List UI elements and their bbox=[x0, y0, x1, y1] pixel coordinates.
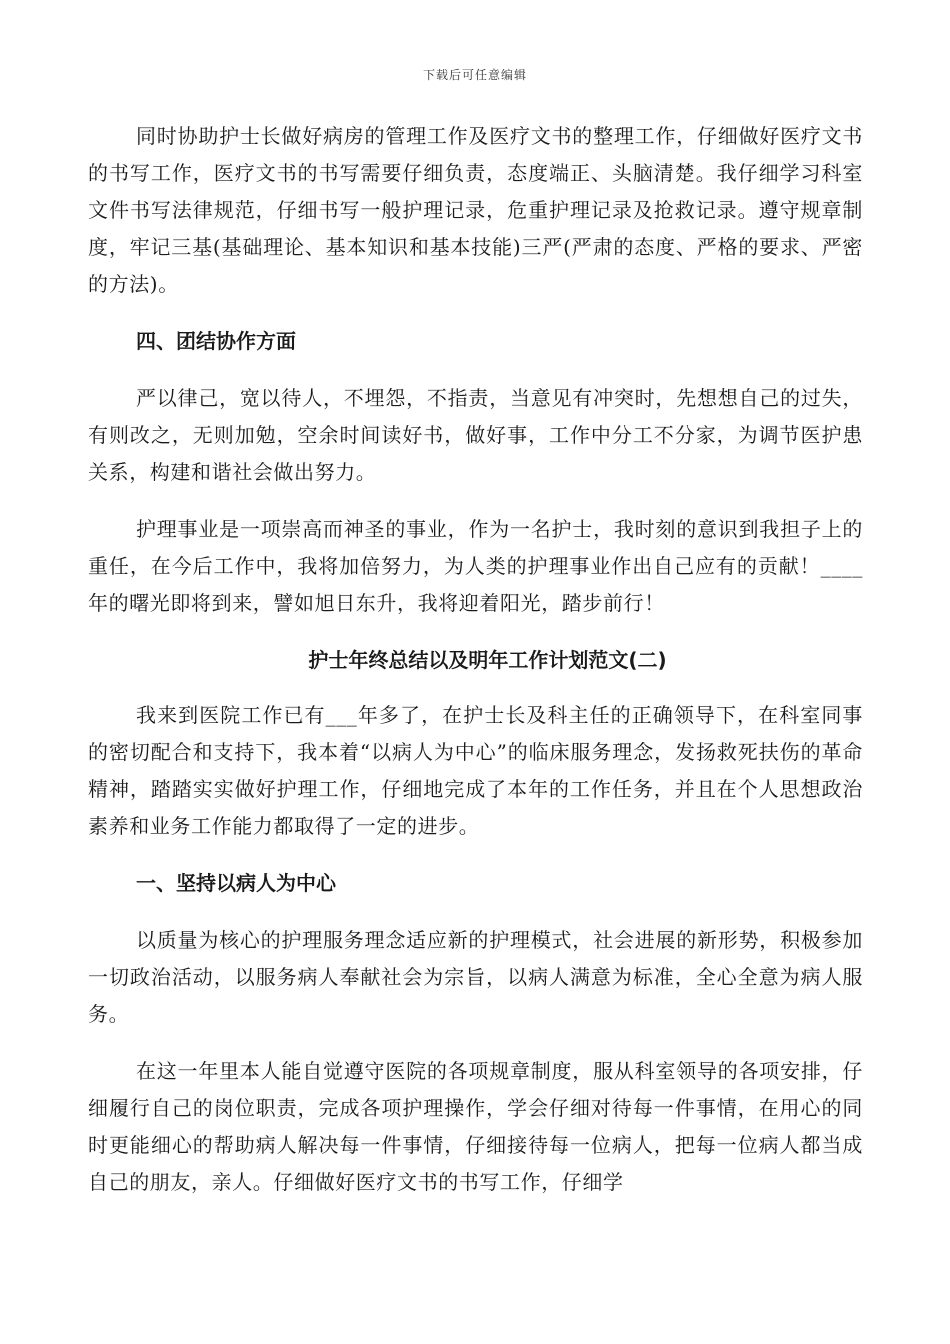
paragraph: 护理事业是一项崇高而神圣的事业，作为一名护士，我时刻的意识到我担子上的重任，在今后工作中，我将加倍努力，为人类的护理事业作出自己应有的贡献！____年的曙光即将到来，譬如旭日东升，我将迎着阳光，踏步前行！ bbox=[88, 517, 863, 615]
document-title: 护士年终总结以及明年工作计划范文(二) bbox=[308, 648, 667, 672]
document-body bbox=[88, 118, 863, 1221]
paragraph: 我来到医院工作已有___年多了，在护士长及科主任的正确领导下，在科室同事的密切配合和支持下，我本着“以病人为中心”的临床服务理念，发扬救死扶伤的革命精神，踏踏实实做好护理工作，仔细地完成了本年的工作任务，并且在个人思想政治素养和业务工作能力都取得了一定的进步。 bbox=[88, 703, 863, 838]
paragraph: 在这一年里本人能自觉遵守医院的各项规章制度，服从科室领导的各项安排，仔细履行自己的岗位职责，完成各项护理操作，学会仔细对待每一件事情，在用心的同时更能细心的帮助病人解决每一件事情，仔细接待每一位病人，把每一位病人都当成自己的朋友，亲人。仔细做好医疗文书的书写工作，仔细学 bbox=[88, 1059, 863, 1194]
paragraph: 严以律己，宽以待人，不埋怨，不指责，当意见有冲突时，先想想自己的过失，有则改之，无则加勉，空余时间读好书，做好事，工作中分工不分家，为调节医护患关系，构建和谐社会做出努力。 bbox=[88, 386, 863, 484]
section-heading: 一、坚持以病人为中心 bbox=[136, 871, 336, 895]
page-header: 下载后可任意编辑 bbox=[422, 68, 527, 82]
section-heading: 四、团结协作方面 bbox=[136, 329, 296, 353]
paragraph: 以质量为核心的护理服务理念适应新的护理模式，社会进展的新形势，积极参加一切政治活动，以服务病人奉献社会为宗旨，以病人满意为标准，全心全意为病人服务。 bbox=[88, 928, 863, 1026]
paragraph: 同时协助护士长做好病房的管理工作及医疗文书的整理工作，仔细做好医疗文书的书写工作，医疗文书的书写需要仔细负责，态度端正、头脑清楚。我仔细学习科室文件书写法律规范，仔细书写一般护理记录，危重护理记录及抢救记录。遵守规章制度，牢记三基(基础理论、基本知识和基本技能)三严(严肃的态度、严格的要求、严密的方法)。 bbox=[88, 124, 863, 296]
